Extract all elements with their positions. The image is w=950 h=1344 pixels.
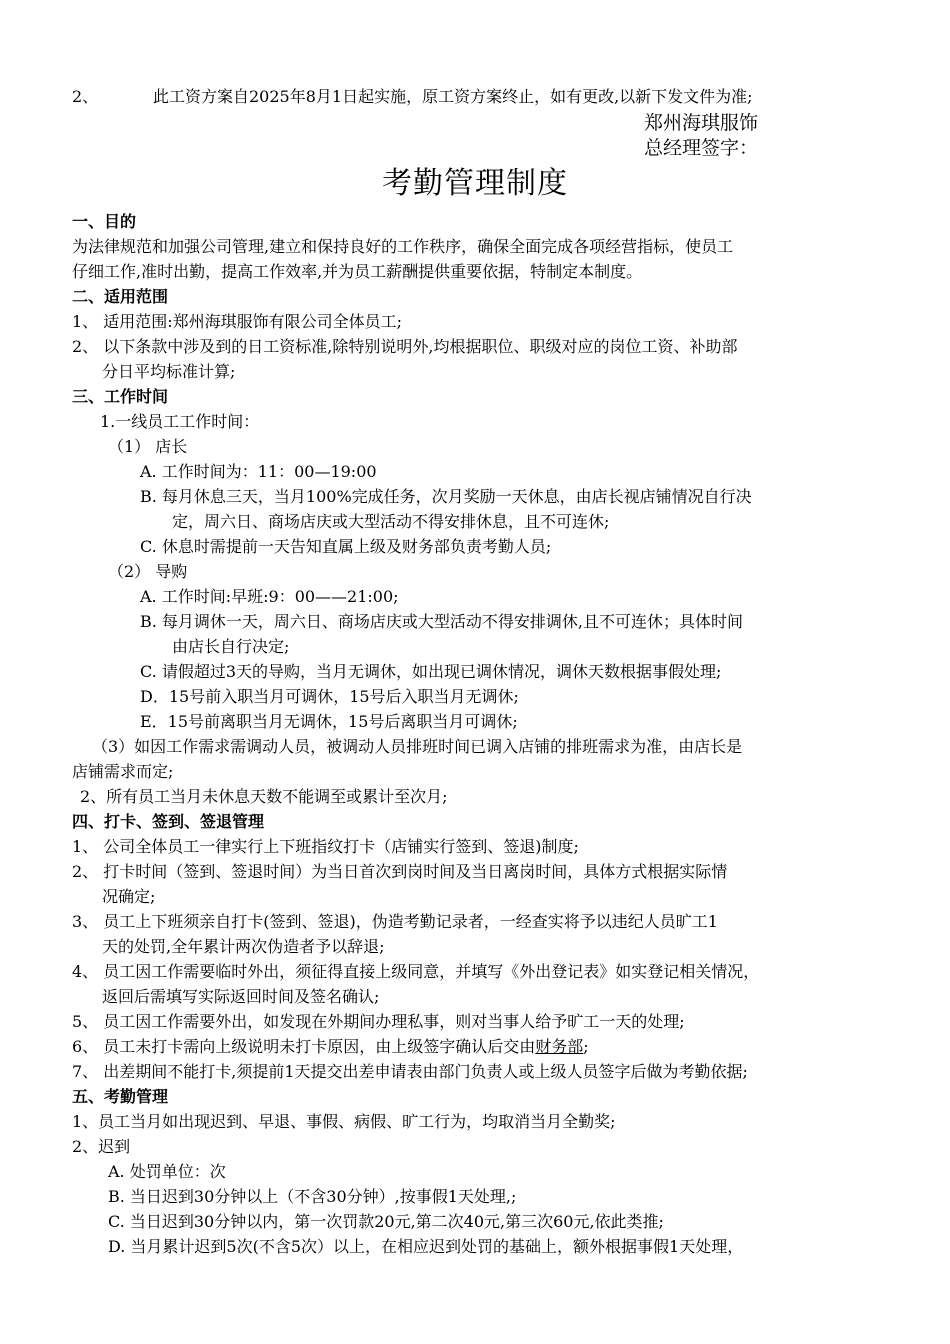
list-item: 1、 公司全体员工一律实行上下班指纹打卡（店铺实行签到、签退)制度; [72, 837, 579, 856]
section-heading-attendance: 五、考勤管理 [72, 1087, 169, 1106]
list-item [72, 1036, 589, 1058]
subsection-line: 1.一线员工工作时间： [100, 412, 260, 431]
paragraph-line: 店铺需求而定; [72, 762, 174, 781]
subsection-line: （2） 导购 [108, 562, 188, 581]
paragraph-line: （3）如因工作需求需调动人员，被调动人员排班时间已调入店铺的排班需求为准，由店长是 [92, 737, 743, 756]
list-item: 7、 出差期间不能打卡,须提前1天提交出差申请表由部门负责人或上级人员签字后做为考勤依据; [72, 1062, 748, 1081]
section-heading-clock-in: 四、打卡、签到、签退管理 [72, 812, 265, 831]
list-item: B. 当日迟到30分钟以上（不含30分钟）,按事假1天处理,; [108, 1187, 517, 1206]
list-item: C. 休息时需提前一天告知直属上级及财务部负责考勤人员; [140, 537, 552, 556]
list-item-end: ; [583, 1037, 589, 1056]
finance-dept-link[interactable]: 财务部 [535, 1037, 584, 1056]
signature-label: 总经理签字： [644, 137, 759, 159]
subsection-line: （1） 店长 [108, 437, 188, 456]
list-item-continuation: 定，周六日、商场店庆或大型活动不得安排休息，且不可连休; [172, 512, 610, 531]
list-item: A. 工作时间:早班:9：00——21:00; [140, 587, 399, 606]
header-item-number: 2、 [72, 87, 99, 106]
list-item-continuation: 天的处罚,全年累计两次伪造者予以辞退; [102, 937, 385, 956]
paragraph-line: 仔细工作,准时出勤，提高工作效率,并为员工薪酬提供重要依据，特制定本制度。 [72, 262, 643, 281]
list-item: 4、 员工因工作需要临时外出，须征得直接上级同意，并填写《外出登记表》如实登记相关情况， [72, 962, 760, 981]
list-item: 2、 打卡时间（签到、签退时间）为当日首次到岗时间及当日离岗时间，具体方式根据实际情 [72, 862, 728, 881]
list-item-continuation: 返回后需填写实际返回时间及签名确认; [102, 987, 380, 1006]
list-item: D. 当月累计迟到5次(不含5次）以上，在相应迟到处罚的基础上，额外根据事假1天处理， [108, 1237, 744, 1256]
list-item: 2、迟到 [72, 1137, 131, 1156]
list-item: A. 处罚单位：次 [108, 1162, 226, 1181]
list-item: 3、 员工上下班须亲自打卡(签到、签退)，伪造考勤记录者，一经查实将予以违纪人员旷工1 [72, 912, 718, 931]
list-item: E．15号前离职当月无调休，15号后离职当月可调休; [140, 712, 518, 731]
list-item: 2、所有员工当月未休息天数不能调至或累计至次月; [80, 787, 448, 806]
list-item-continuation: 况确定; [102, 887, 156, 906]
company-name: 郑州海琪服饰 [644, 112, 759, 134]
list-item-continuation: 由店长自行决定; [172, 637, 290, 656]
list-item: B. 每月调休一天，周六日、商场店庆或大型活动不得安排调休,且不可连休；具体时间 [140, 612, 744, 631]
list-item: B. 每月休息三天，当月100%完成任务，次月奖励一天休息，由店长视店铺情况自行决 [140, 487, 752, 506]
list-item-text: 6、 员工未打卡需向上级说明未打卡原因，由上级签字确认后交由 [72, 1037, 536, 1056]
section-heading-work-hours: 三、工作时间 [72, 387, 169, 406]
list-item: 2、 以下条款中涉及到的日工资标准,除特别说明外,均根据职位、职级对应的岗位工资、补助部 [72, 337, 738, 356]
list-item: C. 当日迟到30分钟以内，第一次罚款20元,第二次40元,第三次60元,依此类推; [108, 1212, 664, 1231]
section-heading-scope: 二、适用范围 [72, 287, 169, 306]
list-item: 1、员工当月如出现迟到、早退、事假、病假、旷工行为，均取消当月全勤奖; [72, 1112, 616, 1131]
list-item-continuation: 分日平均标准计算; [102, 362, 236, 381]
header-item-text: 此工资方案自2025年8月1日起实施，原工资方案终止，如有更改,以新下发文件为准; [153, 87, 753, 106]
section-heading-purpose: 一、目的 [72, 212, 137, 231]
list-item: D．15号前入职当月可调休，15号后入职当月无调休; [140, 687, 519, 706]
list-item: A. 工作时间为：11：00—19:00 [140, 462, 377, 481]
page-title: 考勤管理制度 [382, 166, 568, 201]
list-item: 1、 适用范围:郑州海琪服饰有限公司全体员工; [72, 312, 403, 331]
list-item: 5、 员工因工作需要外出，如发现在外期间办理私事，则对当事人给予旷工一天的处理; [72, 1012, 685, 1031]
list-item: C. 请假超过3天的导购，当月无调休，如出现已调休情况，调休天数根据事假处理; [140, 662, 722, 681]
paragraph-line: 为法律规范和加强公司管理,建立和保持良好的工作秩序，确保全面完成各项经营指标，使员工 [72, 237, 734, 256]
